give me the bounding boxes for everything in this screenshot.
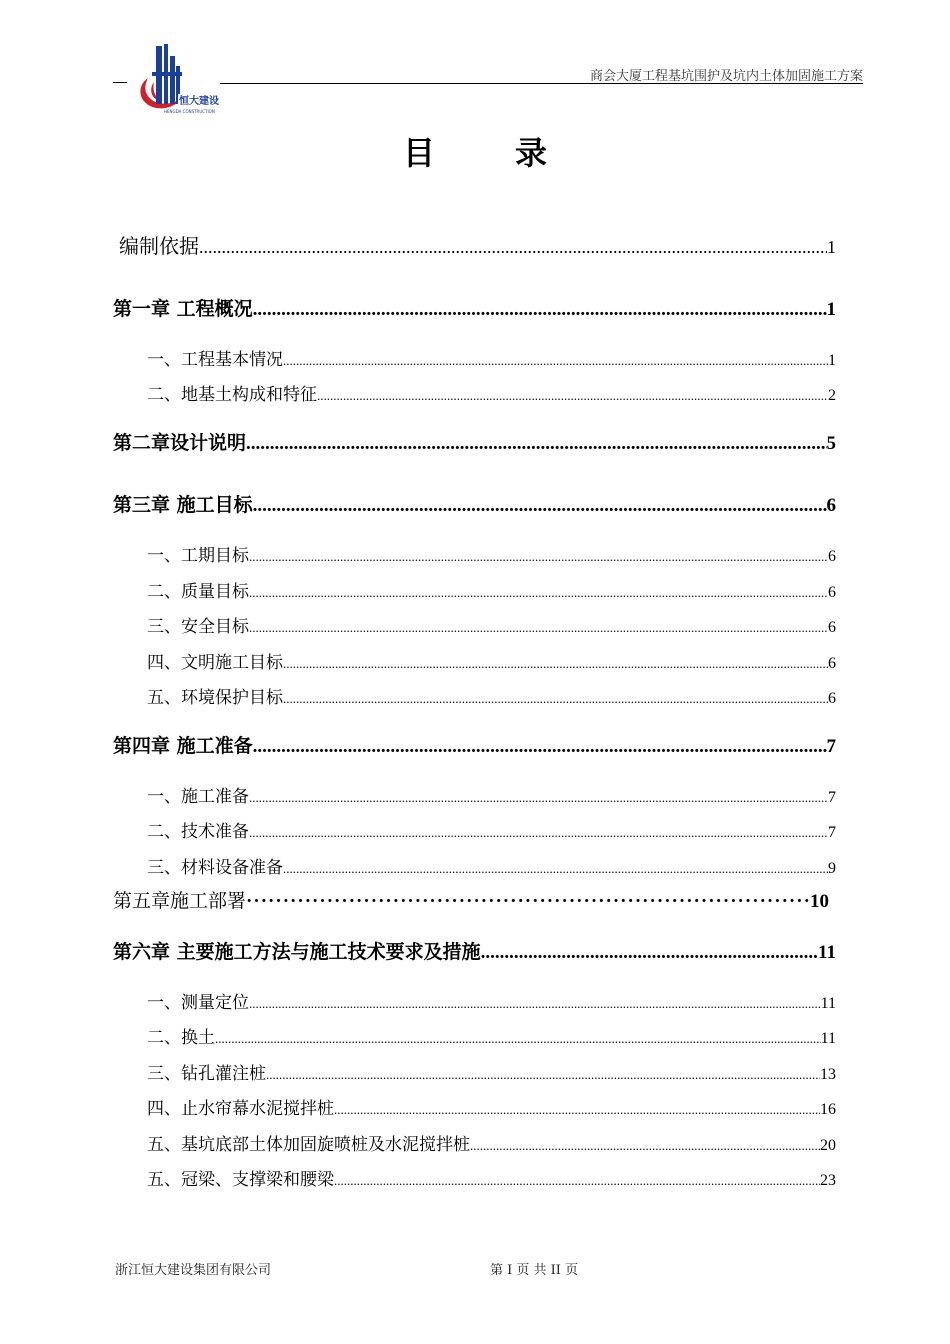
- toc-page: 6: [828, 584, 836, 601]
- toc-leader: [481, 942, 818, 964]
- toc-entry-chapter-5[interactable]: [113, 886, 829, 913]
- header-doc-title: 商会大厦工程基坑围护及坑内土体加固施工方案: [589, 69, 863, 84]
- toc-entry-section[interactable]: [147, 683, 836, 708]
- toc-label: 第四章 施工准备: [113, 735, 253, 757]
- toc-leader: [249, 825, 828, 841]
- toc-leader: [283, 656, 828, 672]
- toc-page: 7: [828, 824, 836, 841]
- toc-page: 6: [826, 495, 836, 516]
- toc-page: 13: [820, 1066, 836, 1083]
- toc-label: 第二章设计说明: [113, 432, 247, 454]
- toc-leader: [249, 790, 828, 806]
- toc-label: 二、地基土构成和特征: [147, 385, 317, 405]
- toc-leader: [253, 736, 827, 758]
- header-rule-left: [113, 82, 127, 83]
- toc-entry-section[interactable]: [147, 1165, 836, 1190]
- toc-page: 11: [820, 1030, 836, 1047]
- toc-entry-chapter-3[interactable]: [113, 490, 836, 517]
- toc-leader: [470, 1138, 820, 1154]
- toc-leader: [249, 996, 821, 1012]
- toc-label: 第一章 工程概况: [113, 298, 253, 320]
- toc-page: 1: [826, 299, 836, 320]
- footer-company: 浙江恒大建设集团有限公司: [115, 1263, 272, 1278]
- toc-page: 5: [826, 433, 836, 454]
- toc-leader: [215, 1031, 821, 1047]
- toc-entry-section[interactable]: [147, 1130, 836, 1155]
- toc-page: 9: [828, 860, 836, 877]
- toc-page: 1: [827, 237, 836, 257]
- toc-label: 一、施工准备: [147, 787, 249, 807]
- toc-entry-section[interactable]: [147, 1094, 836, 1119]
- toc-label: 编制依据: [119, 234, 199, 258]
- toc-entry-section[interactable]: [147, 817, 836, 842]
- toc-label: 三、钻孔灌注桩: [147, 1064, 266, 1084]
- toc-leader: [249, 620, 828, 636]
- toc-leader: [249, 549, 828, 565]
- logo-text: 恒大建设: [179, 96, 219, 107]
- toc-leader: [253, 495, 827, 517]
- toc-page: 7: [828, 789, 836, 806]
- toc-label: 第六章 主要施工方法与施工技术要求及措施: [113, 941, 481, 963]
- toc-page: 6: [828, 655, 836, 672]
- toc-entry-preface[interactable]: [119, 230, 836, 259]
- toc-entry-section[interactable]: [147, 988, 836, 1013]
- toc-entry-chapter-1[interactable]: [113, 294, 836, 321]
- toc-label: 一、工程基本情况: [147, 350, 283, 370]
- toc-entry-section[interactable]: [147, 648, 836, 673]
- toc-entry-chapter-6[interactable]: [113, 937, 836, 964]
- toc-leader: [253, 299, 827, 321]
- toc-entry-section[interactable]: [147, 853, 836, 878]
- toc-page: 2: [828, 387, 836, 404]
- toc-page: 6: [828, 548, 836, 565]
- toc-leader: [246, 891, 810, 913]
- toc-page: 23: [820, 1172, 836, 1189]
- toc-label: 二、质量目标: [147, 582, 249, 602]
- logo-subtext: HENGDA CONSTRUCTION: [164, 109, 215, 114]
- toc-leader: [283, 691, 828, 707]
- toc-entry-chapter-2[interactable]: [113, 428, 836, 455]
- toc-entry-section[interactable]: [147, 1059, 836, 1084]
- toc-label: 四、文明施工目标: [147, 653, 283, 673]
- toc-entry-section[interactable]: [147, 577, 836, 602]
- toc-page: 6: [828, 619, 836, 636]
- toc-leader: [283, 861, 828, 877]
- toc-page: 16: [820, 1101, 836, 1118]
- toc-entry-section[interactable]: [147, 612, 836, 637]
- toc-entry-section[interactable]: [147, 380, 836, 405]
- toc-leader: [246, 433, 826, 455]
- toc-label: 一、测量定位: [147, 993, 249, 1013]
- toc-page: 11: [820, 995, 836, 1012]
- toc-leader: [266, 1067, 820, 1083]
- toc-label: 二、换土: [147, 1028, 215, 1048]
- toc-label: 五、环境保护目标: [147, 688, 283, 708]
- toc-label: 五、基坑底部土体加固旋喷桩及水泥搅拌桩: [147, 1135, 470, 1155]
- toc-label: 三、安全目标: [147, 617, 249, 637]
- toc-page: 6: [828, 690, 836, 707]
- toc-entry-section[interactable]: [147, 1023, 836, 1048]
- toc-leader: [283, 353, 828, 369]
- toc-label: 四、止水帘幕水泥搅拌桩: [147, 1099, 334, 1119]
- toc-leader: [334, 1102, 820, 1118]
- toc-leader: [199, 237, 827, 258]
- toc-label: 二、技术准备: [147, 822, 249, 842]
- toc-page: 7: [826, 736, 836, 757]
- company-logo: [134, 42, 224, 116]
- toc-entry-section[interactable]: [147, 345, 836, 370]
- toc-leader: [334, 1173, 820, 1189]
- toc-label: 第三章 施工目标: [113, 494, 253, 516]
- toc-page: 11: [818, 942, 836, 963]
- page-title: 目录: [402, 134, 627, 172]
- footer-page-info: 第 I 页 共 II 页: [490, 1263, 579, 1278]
- toc-page: 10: [810, 891, 829, 912]
- toc-page: 20: [820, 1137, 836, 1154]
- toc-leader: [249, 585, 828, 601]
- toc-label: 五、冠梁、支撑梁和腰梁: [147, 1170, 334, 1190]
- toc-entry-chapter-4[interactable]: [113, 731, 836, 758]
- toc-label: 第五章施工部署: [113, 890, 247, 912]
- toc-page: 1: [828, 352, 836, 369]
- toc-label: 一、工期目标: [147, 546, 249, 566]
- toc-label: 三、材料设备准备: [147, 858, 283, 878]
- hengda-logo-icon: [134, 42, 224, 116]
- toc-entry-section[interactable]: [147, 541, 836, 566]
- toc-leader: [317, 388, 828, 404]
- toc-entry-section[interactable]: [147, 782, 836, 807]
